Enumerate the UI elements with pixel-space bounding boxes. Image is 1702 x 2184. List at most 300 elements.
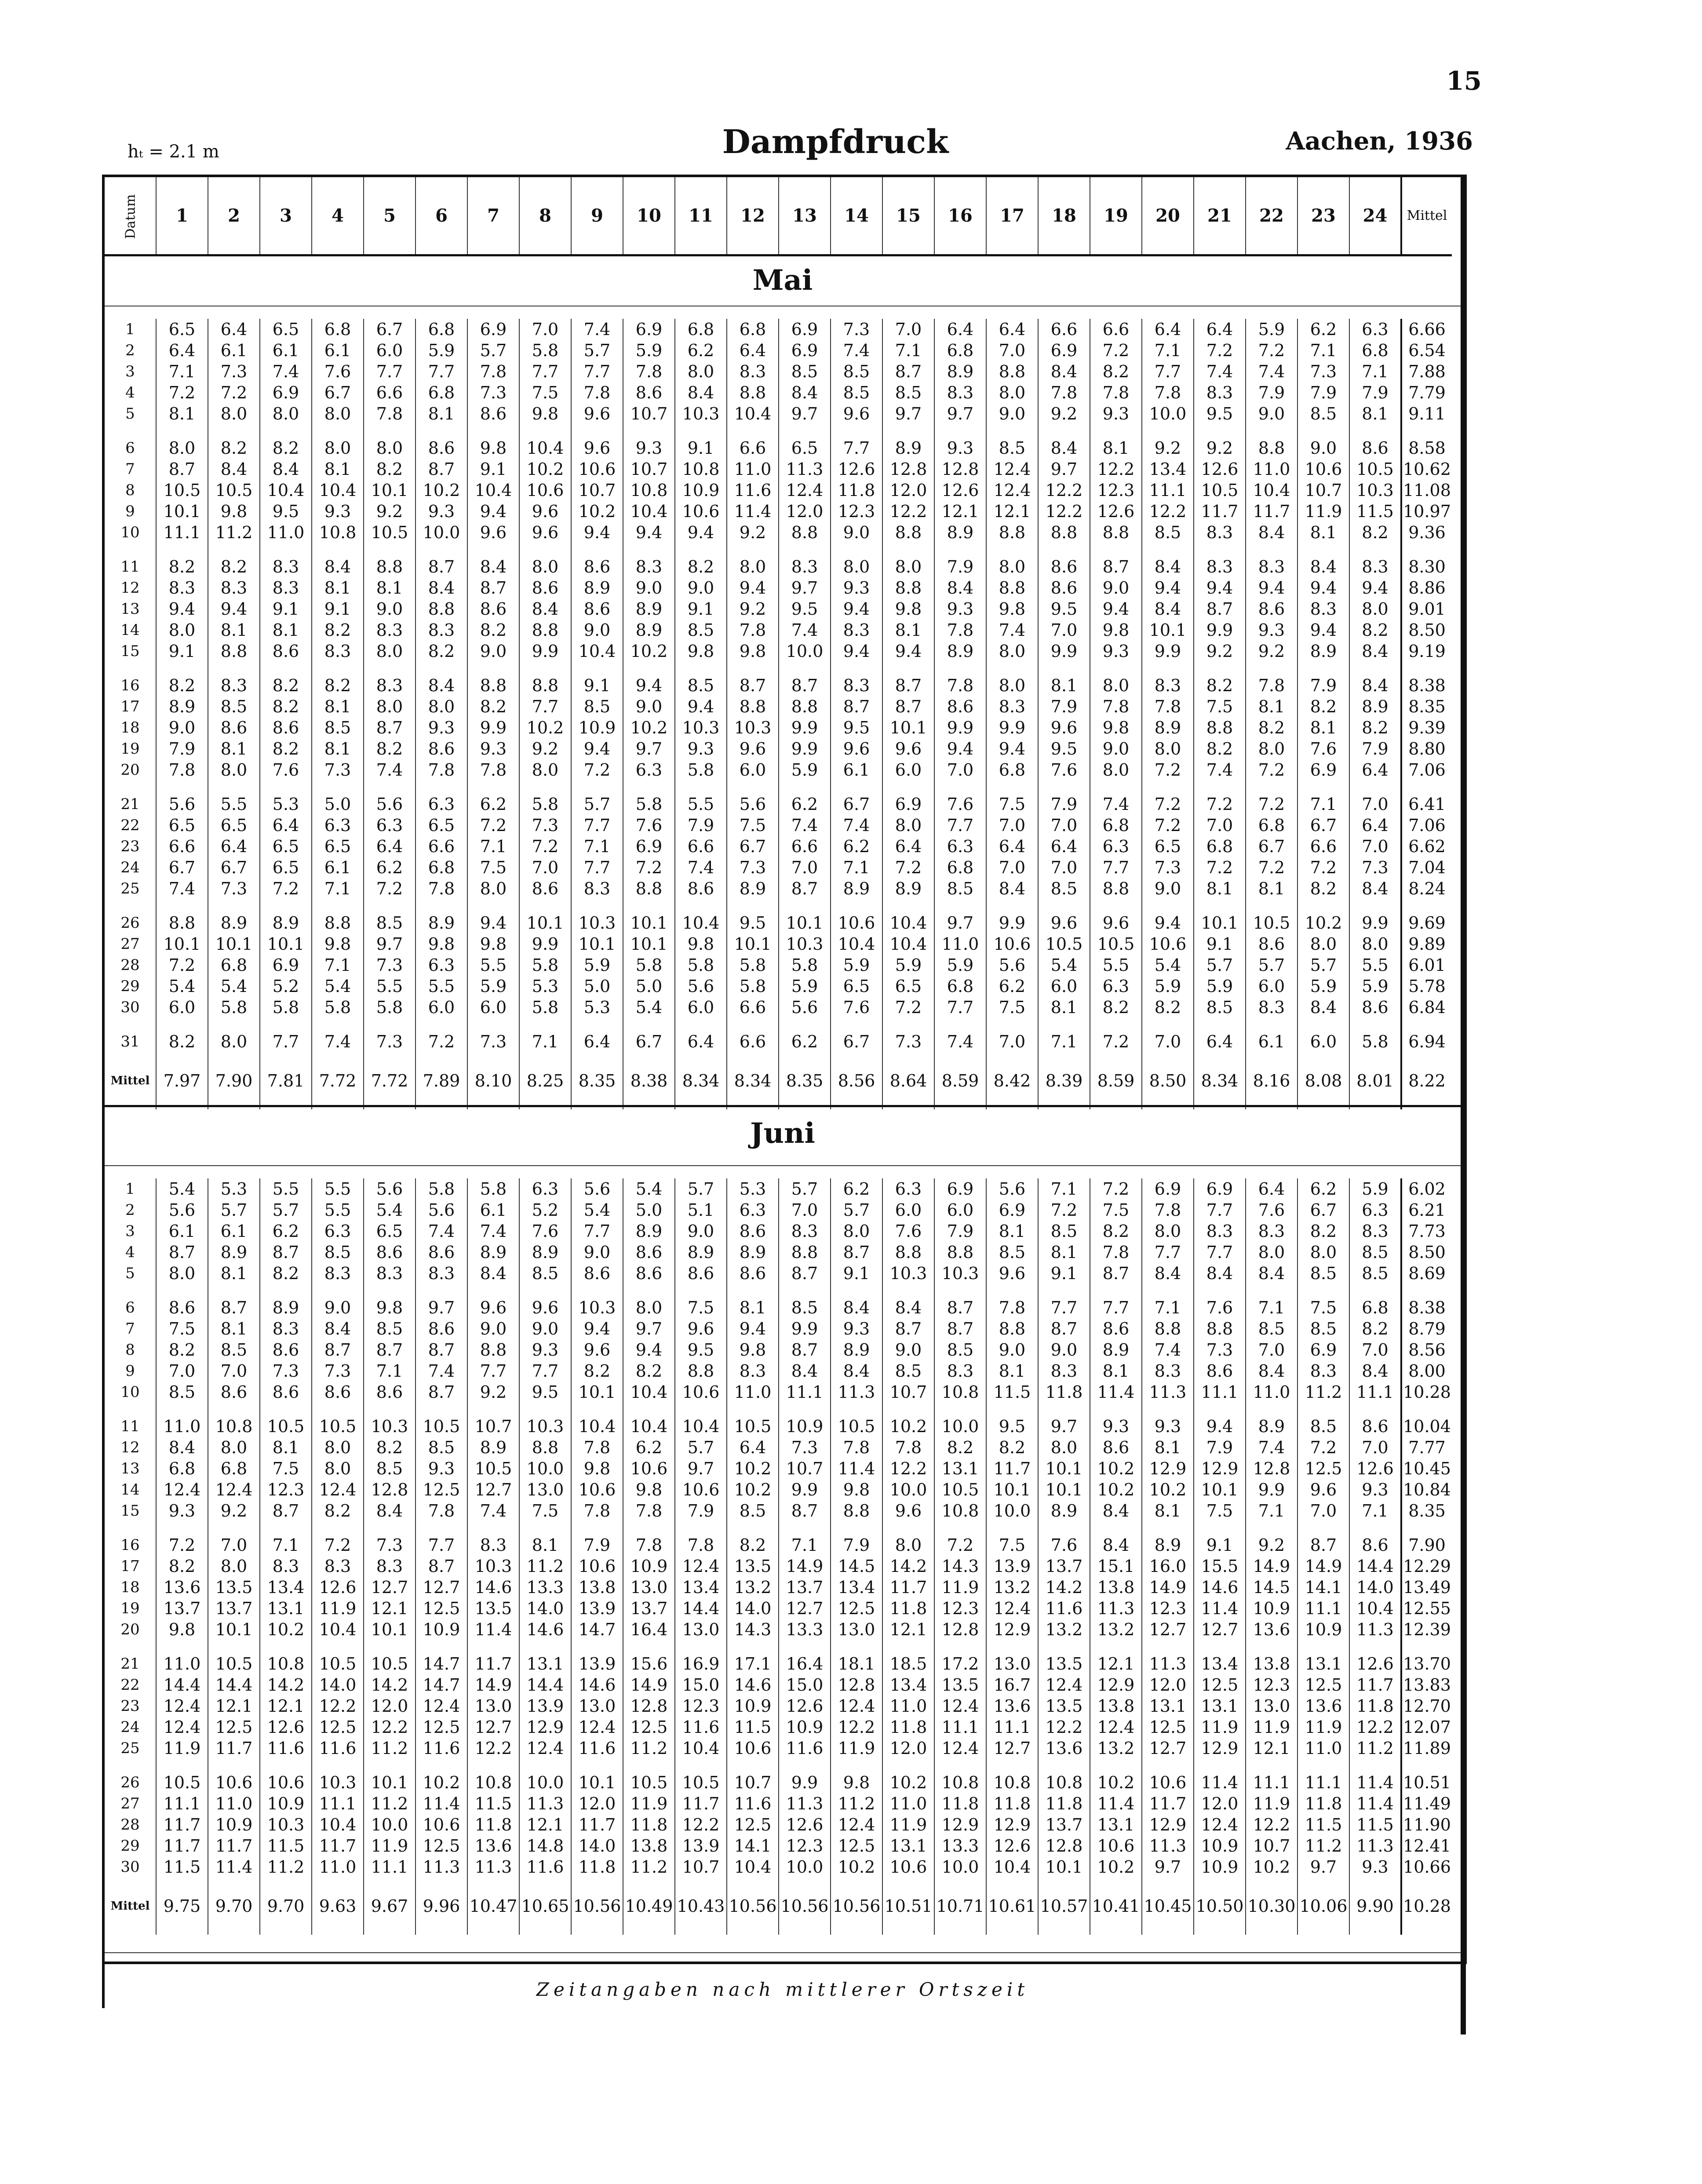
value-cell: 12.2 — [1038, 480, 1090, 501]
monthly-mean-cell: 8.22 — [1401, 1052, 1452, 1109]
value-cell: 7.8 — [571, 1500, 623, 1521]
daily-mean-cell: 8.38 — [1401, 1297, 1452, 1318]
date-cell: 9 — [125, 503, 135, 520]
value-cell: 8.6 — [934, 696, 986, 717]
value-cell: 9.3 — [1090, 403, 1142, 424]
value-cell: 12.1 — [934, 501, 986, 522]
value-cell: 10.2 — [260, 1619, 312, 1640]
table-row — [105, 620, 1452, 641]
value-cell: 5.8 — [519, 340, 571, 361]
value-cell: 11.6 — [519, 1856, 571, 1878]
value-cell: 12.1 — [1090, 1653, 1142, 1674]
value-cell: 8.0 — [831, 1221, 882, 1242]
value-cell: 8.5 — [1246, 1318, 1297, 1339]
value-cell: 10.1 — [364, 1772, 415, 1793]
value-cell: 9.4 — [986, 738, 1038, 759]
value-cell: 5.8 — [675, 759, 727, 780]
value-cell: 14.6 — [727, 1674, 779, 1695]
value-cell: 10.6 — [831, 912, 882, 933]
value-cell: 7.8 — [934, 620, 986, 641]
value-cell: 14.9 — [1246, 1556, 1297, 1577]
daily-mean-cell: 7.04 — [1401, 857, 1452, 878]
value-cell: 7.0 — [986, 1031, 1038, 1052]
value-cell: 8.0 — [831, 556, 882, 577]
value-cell: 8.8 — [364, 556, 415, 577]
value-cell: 12.5 — [831, 1598, 882, 1619]
value-cell: 5.4 — [156, 976, 208, 997]
value-cell: 7.0 — [1349, 794, 1401, 815]
hourly-mean-cell: 10.61 — [986, 1878, 1038, 1935]
value-cell: 9.3 — [156, 1500, 208, 1521]
value-cell: 8.4 — [467, 1263, 519, 1284]
value-cell: 12.2 — [1142, 501, 1194, 522]
value-cell: 9.1 — [831, 1263, 882, 1284]
value-cell: 8.2 — [260, 1263, 312, 1284]
value-cell: 8.3 — [260, 1556, 312, 1577]
value-cell: 10.2 — [519, 717, 571, 738]
value-cell: 9.5 — [727, 912, 779, 933]
value-cell: 7.1 — [312, 955, 364, 976]
value-cell: 11.1 — [1246, 1772, 1297, 1793]
daily-mean-cell: 10.62 — [1401, 459, 1452, 480]
hourly-mean-cell: 10.71 — [934, 1878, 986, 1935]
value-cell: 5.0 — [571, 976, 623, 997]
hour-header: 24 — [1349, 177, 1401, 255]
value-cell: 8.8 — [208, 641, 260, 662]
value-cell: 9.5 — [260, 501, 312, 522]
date-cell: 18 — [120, 1579, 140, 1596]
value-cell: 6.0 — [675, 997, 727, 1018]
value-cell: 15.1 — [1090, 1556, 1142, 1577]
value-cell: 5.7 — [260, 1200, 312, 1221]
value-cell: 8.5 — [882, 382, 934, 403]
value-cell: 10.6 — [208, 1772, 260, 1793]
value-cell: 10.8 — [1038, 1772, 1090, 1793]
value-cell: 7.4 — [571, 319, 623, 340]
value-cell: 10.2 — [415, 1772, 467, 1793]
value-cell: 9.0 — [1090, 577, 1142, 598]
value-cell: 9.6 — [882, 738, 934, 759]
value-cell: 7.4 — [415, 1221, 467, 1242]
value-cell: 10.8 — [623, 480, 675, 501]
value-cell: 13.7 — [208, 1598, 260, 1619]
value-cell: 13.1 — [260, 1598, 312, 1619]
value-cell: 10.2 — [727, 1458, 779, 1479]
value-cell: 8.5 — [312, 717, 364, 738]
table-row — [105, 717, 1452, 738]
value-cell: 12.4 — [156, 1479, 208, 1500]
value-cell: 8.6 — [1194, 1360, 1246, 1382]
value-cell: 8.2 — [1090, 997, 1142, 1018]
value-cell: 8.4 — [1090, 1535, 1142, 1556]
value-cell: 8.1 — [1038, 675, 1090, 696]
table-row — [105, 1178, 1452, 1200]
value-cell: 13.0 — [1246, 1695, 1297, 1717]
value-cell: 13.2 — [1038, 1619, 1090, 1640]
value-cell: 7.2 — [1246, 759, 1297, 780]
value-cell: 6.8 — [727, 319, 779, 340]
value-cell: 7.4 — [260, 361, 312, 382]
value-cell: 9.3 — [519, 1339, 571, 1360]
value-cell: 10.2 — [1246, 1856, 1297, 1878]
value-cell: 7.3 — [208, 878, 260, 899]
value-cell: 7.2 — [415, 1031, 467, 1052]
date-cell: 30 — [120, 999, 140, 1016]
value-cell: 12.3 — [260, 1479, 312, 1500]
value-cell: 8.6 — [1090, 1437, 1142, 1458]
value-cell: 7.8 — [1038, 382, 1090, 403]
value-cell: 10.5 — [1246, 912, 1297, 933]
value-cell: 8.9 — [519, 1242, 571, 1263]
date-cell: 3 — [125, 363, 135, 380]
value-cell: 10.8 — [986, 1772, 1038, 1793]
value-cell: 14.9 — [1297, 1556, 1349, 1577]
value-cell: 7.5 — [1090, 1200, 1142, 1221]
value-cell: 7.1 — [1349, 361, 1401, 382]
value-cell: 12.4 — [1038, 1674, 1090, 1695]
value-cell: 6.6 — [727, 1031, 779, 1052]
value-cell: 8.2 — [208, 438, 260, 459]
value-cell: 6.1 — [208, 340, 260, 361]
value-cell: 11.3 — [779, 459, 831, 480]
value-cell: 8.1 — [312, 696, 364, 717]
value-cell: 7.6 — [519, 1221, 571, 1242]
value-cell: 8.7 — [779, 675, 831, 696]
value-cell: 15.6 — [623, 1653, 675, 1674]
value-cell: 8.7 — [882, 361, 934, 382]
value-cell: 7.2 — [1090, 340, 1142, 361]
value-cell: 8.9 — [934, 522, 986, 543]
value-cell: 10.5 — [934, 1479, 986, 1500]
date-cell: 2 — [125, 342, 135, 359]
hourly-mean-cell: 10.50 — [1194, 1878, 1246, 1935]
value-cell: 12.4 — [156, 1717, 208, 1738]
value-cell: 6.0 — [1038, 976, 1090, 997]
value-cell: 5.5 — [415, 976, 467, 997]
value-cell: 8.8 — [519, 1437, 571, 1458]
value-cell: 6.8 — [1194, 836, 1246, 857]
value-cell: 7.2 — [1297, 857, 1349, 878]
value-cell: 8.0 — [1090, 675, 1142, 696]
value-cell: 8.7 — [415, 1339, 467, 1360]
value-cell: 11.5 — [260, 1835, 312, 1856]
value-cell: 7.0 — [779, 1200, 831, 1221]
value-cell: 10.2 — [623, 641, 675, 662]
hour-header: 2 — [208, 177, 260, 255]
daily-mean-cell: 12.41 — [1401, 1835, 1452, 1856]
value-cell: 7.1 — [1297, 794, 1349, 815]
value-cell: 9.7 — [1038, 1416, 1090, 1437]
hour-header: 16 — [934, 177, 986, 255]
value-cell: 11.6 — [415, 1738, 467, 1759]
value-cell: 6.4 — [675, 1031, 727, 1052]
value-cell: 12.0 — [882, 480, 934, 501]
value-cell: 11.1 — [1297, 1772, 1349, 1793]
daily-mean-cell: 6.62 — [1401, 836, 1452, 857]
date-cell: 27 — [120, 935, 140, 953]
value-cell: 8.5 — [1038, 1221, 1090, 1242]
table-row — [105, 1360, 1452, 1382]
value-cell: 7.4 — [1090, 794, 1142, 815]
table-row — [105, 1297, 1452, 1318]
value-cell: 8.9 — [1297, 641, 1349, 662]
value-cell: 5.7 — [1194, 955, 1246, 976]
value-cell: 12.7 — [415, 1577, 467, 1598]
value-cell: 10.0 — [519, 1458, 571, 1479]
value-cell: 8.3 — [208, 577, 260, 598]
value-cell: 14.5 — [1246, 1577, 1297, 1598]
table-row — [105, 1772, 1452, 1793]
value-cell: 9.6 — [467, 1297, 519, 1318]
value-cell: 8.1 — [312, 459, 364, 480]
value-cell: 7.7 — [1142, 1242, 1194, 1263]
table-row — [105, 340, 1452, 361]
value-cell: 8.2 — [1349, 717, 1401, 738]
value-cell: 5.9 — [1246, 319, 1297, 340]
value-cell: 10.9 — [779, 1717, 831, 1738]
value-cell: 9.4 — [1297, 620, 1349, 641]
value-cell: 5.1 — [675, 1200, 727, 1221]
value-cell: 9.4 — [571, 1318, 623, 1339]
value-cell: 7.2 — [623, 857, 675, 878]
value-cell: 8.4 — [882, 1297, 934, 1318]
value-cell: 7.5 — [1194, 696, 1246, 717]
value-cell: 8.0 — [364, 641, 415, 662]
value-cell: 8.9 — [260, 912, 312, 933]
value-cell: 8.2 — [727, 1535, 779, 1556]
value-cell: 8.9 — [831, 1339, 882, 1360]
value-cell: 8.0 — [415, 696, 467, 717]
value-cell: 8.6 — [727, 1263, 779, 1284]
value-cell: 6.3 — [415, 794, 467, 815]
value-cell: 7.4 — [1194, 361, 1246, 382]
value-cell: 9.3 — [1142, 1416, 1194, 1437]
value-cell: 6.8 — [934, 857, 986, 878]
value-cell: 6.4 — [727, 1437, 779, 1458]
month-table-juni — [105, 1178, 1452, 1935]
value-cell: 8.2 — [1297, 1221, 1349, 1242]
page-number: 15 — [1446, 66, 1482, 96]
value-cell: 13.1 — [1090, 1814, 1142, 1835]
value-cell: 8.7 — [831, 696, 882, 717]
value-cell: 8.8 — [415, 598, 467, 620]
value-cell: 5.3 — [727, 1178, 779, 1200]
value-cell: 11.7 — [571, 1814, 623, 1835]
mittel-header: Mittel — [1401, 177, 1452, 255]
value-cell: 7.1 — [467, 836, 519, 857]
date-cell: 24 — [120, 859, 140, 876]
value-cell: 7.8 — [571, 382, 623, 403]
value-cell: 7.0 — [156, 1360, 208, 1382]
value-cell: 8.3 — [779, 556, 831, 577]
value-cell: 15.5 — [1194, 1556, 1246, 1577]
value-cell: 13.6 — [986, 1695, 1038, 1717]
value-cell: 8.2 — [312, 620, 364, 641]
value-cell: 13.6 — [1297, 1695, 1349, 1717]
value-cell: 5.8 — [623, 955, 675, 976]
value-cell: 12.2 — [675, 1814, 727, 1835]
value-cell: 8.2 — [1349, 620, 1401, 641]
value-cell: 9.6 — [519, 1297, 571, 1318]
value-cell: 10.7 — [1246, 1835, 1297, 1856]
value-cell: 11.7 — [467, 1653, 519, 1674]
value-cell: 7.3 — [779, 1437, 831, 1458]
value-cell: 8.8 — [156, 912, 208, 933]
value-cell: 7.1 — [364, 1360, 415, 1382]
value-cell: 12.9 — [1090, 1674, 1142, 1695]
value-cell: 10.4 — [312, 480, 364, 501]
value-cell: 5.7 — [1297, 955, 1349, 976]
value-cell: 8.8 — [986, 361, 1038, 382]
value-cell: 7.2 — [156, 1535, 208, 1556]
value-cell: 10.5 — [727, 1416, 779, 1437]
value-cell: 9.0 — [675, 577, 727, 598]
value-cell: 11.8 — [986, 1793, 1038, 1814]
value-cell: 9.0 — [1142, 878, 1194, 899]
value-cell: 9.8 — [364, 1297, 415, 1318]
value-cell: 8.5 — [208, 1339, 260, 1360]
value-cell: 9.9 — [779, 717, 831, 738]
value-cell: 8.5 — [831, 361, 882, 382]
value-cell: 8.0 — [312, 438, 364, 459]
value-cell: 10.0 — [519, 1772, 571, 1793]
value-cell: 8.5 — [986, 1242, 1038, 1263]
value-cell: 10.9 — [675, 480, 727, 501]
value-cell: 9.1 — [156, 641, 208, 662]
date-cell: 20 — [120, 761, 140, 779]
value-cell: 9.4 — [1349, 577, 1401, 598]
value-cell: 7.0 — [1246, 1339, 1297, 1360]
value-cell: 5.4 — [156, 1178, 208, 1200]
value-cell: 13.1 — [519, 1653, 571, 1674]
value-cell: 9.7 — [1297, 1856, 1349, 1878]
value-cell: 11.9 — [1246, 1717, 1297, 1738]
value-cell: 9.6 — [986, 1263, 1038, 1284]
value-cell: 14.6 — [519, 1619, 571, 1640]
value-cell: 11.4 — [208, 1856, 260, 1878]
value-cell: 8.4 — [1297, 997, 1349, 1018]
value-cell: 10.8 — [934, 1500, 986, 1521]
value-cell: 10.6 — [571, 1479, 623, 1500]
value-cell: 7.7 — [1194, 1242, 1246, 1263]
daily-mean-cell: 12.07 — [1401, 1717, 1452, 1738]
value-cell: 6.9 — [779, 340, 831, 361]
date-cell: 25 — [120, 1739, 140, 1757]
date-cell: 12 — [120, 1439, 140, 1456]
value-cell: 5.3 — [208, 1178, 260, 1200]
value-cell: 11.1 — [1194, 1382, 1246, 1403]
value-cell: 7.6 — [312, 361, 364, 382]
value-cell: 8.9 — [831, 878, 882, 899]
value-cell: 8.0 — [727, 556, 779, 577]
value-cell: 14.4 — [519, 1674, 571, 1695]
value-cell: 8.2 — [156, 556, 208, 577]
value-cell: 8.9 — [260, 1297, 312, 1318]
value-cell: 10.5 — [156, 1772, 208, 1793]
table-row — [105, 836, 1452, 857]
table-row — [105, 598, 1452, 620]
value-cell: 10.5 — [156, 480, 208, 501]
value-cell: 10.3 — [1349, 480, 1401, 501]
hourly-mean-cell: 8.59 — [934, 1052, 986, 1109]
value-cell: 6.5 — [779, 438, 831, 459]
value-cell: 10.2 — [571, 501, 623, 522]
value-cell: 8.1 — [415, 403, 467, 424]
value-cell: 8.2 — [934, 1437, 986, 1458]
value-cell: 9.3 — [1349, 1479, 1401, 1500]
value-cell: 5.8 — [727, 955, 779, 976]
value-cell: 14.9 — [1142, 1577, 1194, 1598]
value-cell: 8.7 — [934, 1297, 986, 1318]
value-cell: 7.7 — [519, 696, 571, 717]
value-cell: 12.0 — [571, 1793, 623, 1814]
value-cell: 10.4 — [623, 501, 675, 522]
value-cell: 6.7 — [831, 1031, 882, 1052]
value-cell: 8.1 — [986, 1221, 1038, 1242]
value-cell: 7.9 — [1038, 794, 1090, 815]
value-cell: 7.7 — [934, 815, 986, 836]
value-cell: 6.4 — [986, 836, 1038, 857]
daily-mean-cell: 6.01 — [1401, 955, 1452, 976]
value-cell: 12.5 — [415, 1717, 467, 1738]
value-cell: 9.6 — [1297, 1479, 1349, 1500]
value-cell: 7.4 — [1142, 1339, 1194, 1360]
value-cell: 8.0 — [986, 556, 1038, 577]
monthly-mean-cell: 10.28 — [1401, 1878, 1452, 1935]
value-cell: 11.9 — [1246, 1793, 1297, 1814]
value-cell: 10.9 — [623, 1556, 675, 1577]
value-cell: 9.6 — [1038, 912, 1090, 933]
value-cell: 12.6 — [986, 1835, 1038, 1856]
table-row — [105, 675, 1452, 696]
value-cell: 12.7 — [1194, 1619, 1246, 1640]
value-cell: 7.9 — [1349, 738, 1401, 759]
value-cell: 6.2 — [623, 1437, 675, 1458]
value-cell: 7.8 — [415, 759, 467, 780]
value-cell: 14.9 — [779, 1556, 831, 1577]
hourly-mean-cell: 8.34 — [675, 1052, 727, 1109]
value-cell: 12.8 — [831, 1674, 882, 1695]
table-row — [105, 1318, 1452, 1339]
value-cell: 8.0 — [1142, 1221, 1194, 1242]
value-cell: 12.8 — [934, 459, 986, 480]
value-cell: 18.5 — [882, 1653, 934, 1674]
table-row — [105, 912, 1452, 933]
value-cell: 12.1 — [519, 1814, 571, 1835]
value-cell: 6.7 — [156, 857, 208, 878]
value-cell: 8.2 — [1349, 1318, 1401, 1339]
table-row — [105, 403, 1452, 424]
value-cell: 9.8 — [519, 403, 571, 424]
value-cell: 8.5 — [675, 620, 727, 641]
value-cell: 9.4 — [571, 738, 623, 759]
value-cell: 8.0 — [312, 1437, 364, 1458]
value-cell: 8.6 — [364, 1242, 415, 1263]
value-cell: 9.4 — [1194, 1416, 1246, 1437]
value-cell: 6.0 — [467, 997, 519, 1018]
value-cell: 11.1 — [986, 1717, 1038, 1738]
value-cell: 13.8 — [1090, 1577, 1142, 1598]
value-cell: 8.2 — [1246, 717, 1297, 738]
value-cell: 11.5 — [1297, 1814, 1349, 1835]
value-cell: 8.6 — [415, 1318, 467, 1339]
value-cell: 8.0 — [1349, 933, 1401, 955]
value-cell: 8.7 — [364, 717, 415, 738]
value-cell: 12.4 — [519, 1738, 571, 1759]
value-cell: 8.3 — [260, 556, 312, 577]
value-cell: 9.3 — [831, 577, 882, 598]
hourly-mean-cell: 7.72 — [364, 1052, 415, 1109]
